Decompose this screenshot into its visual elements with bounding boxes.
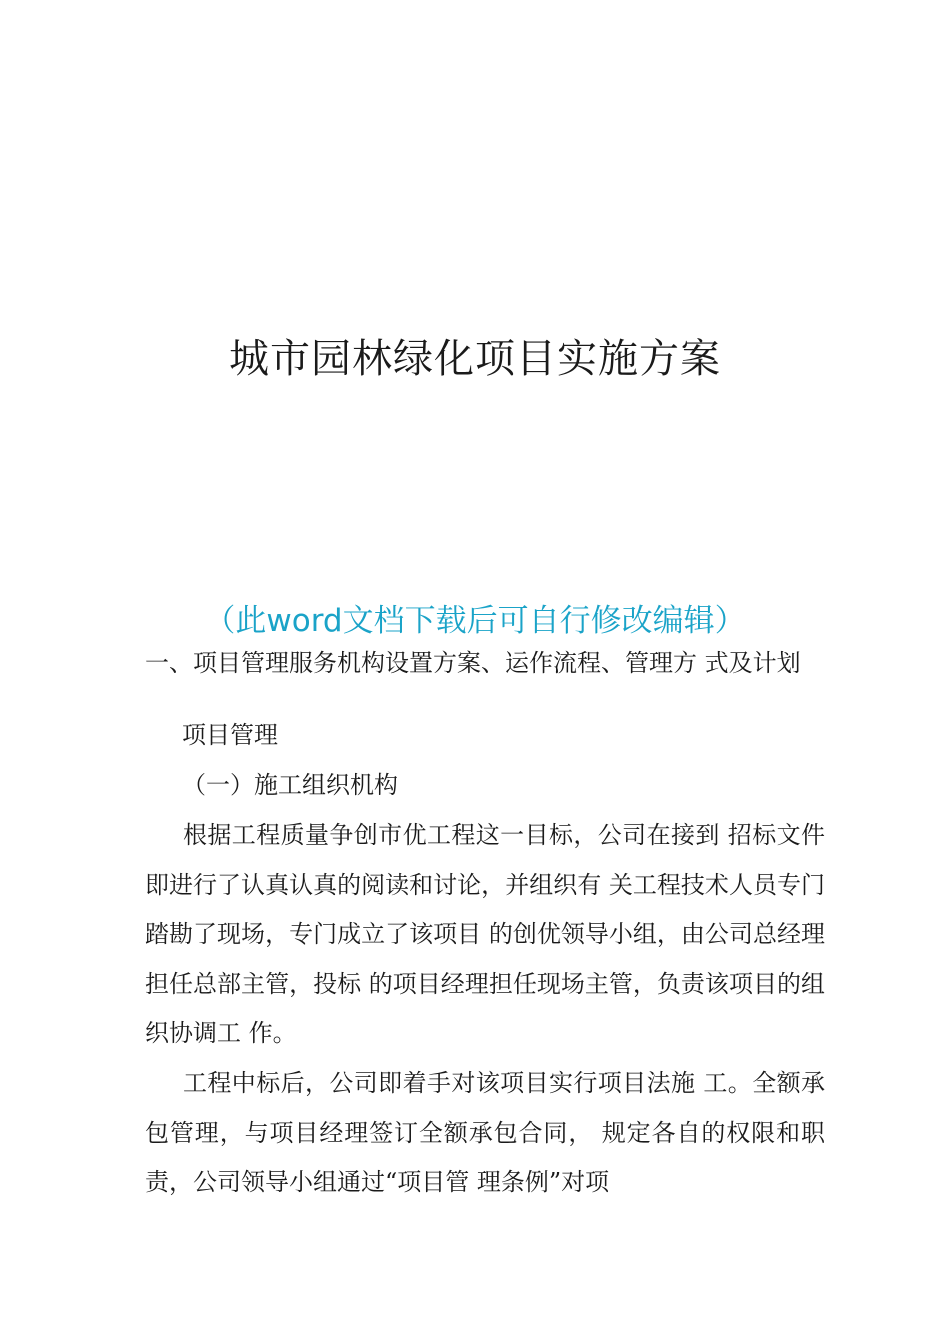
document-title: 城市园林绿化项目实施方案 bbox=[229, 336, 721, 382]
paragraph: 根据工程质量争创市优工程这一目标，公司在接到 招标文件即进行了认真认真的阅读和讨论，并组织有 关工程技术人员专门踏勘了现场，专门成立了该项目 的创优领导小组，由公司总经理担任总部主管，投标 的项目经理担任现场主管，负责该项目的组织协调工 作。 bbox=[145, 821, 825, 1047]
edit-note: （此word文档下载后可自行修改编辑） bbox=[204, 603, 746, 639]
paragraph: 工程中标后，公司即着手对该项目实行项目法施 工。全额承包管理，与项目经理签订全额承包合同， 规定各自的权限和职责，公司领导小组通过“项目管 理条例”对项 bbox=[145, 1069, 825, 1196]
sub-heading-construction-organization: （一）施工组织机构 bbox=[182, 771, 398, 799]
section-heading: 一、项目管理服务机构设置方案、运作流程、管理方 式及计划 bbox=[145, 649, 801, 677]
sub-heading-project-management: 项目管理 bbox=[182, 721, 278, 749]
